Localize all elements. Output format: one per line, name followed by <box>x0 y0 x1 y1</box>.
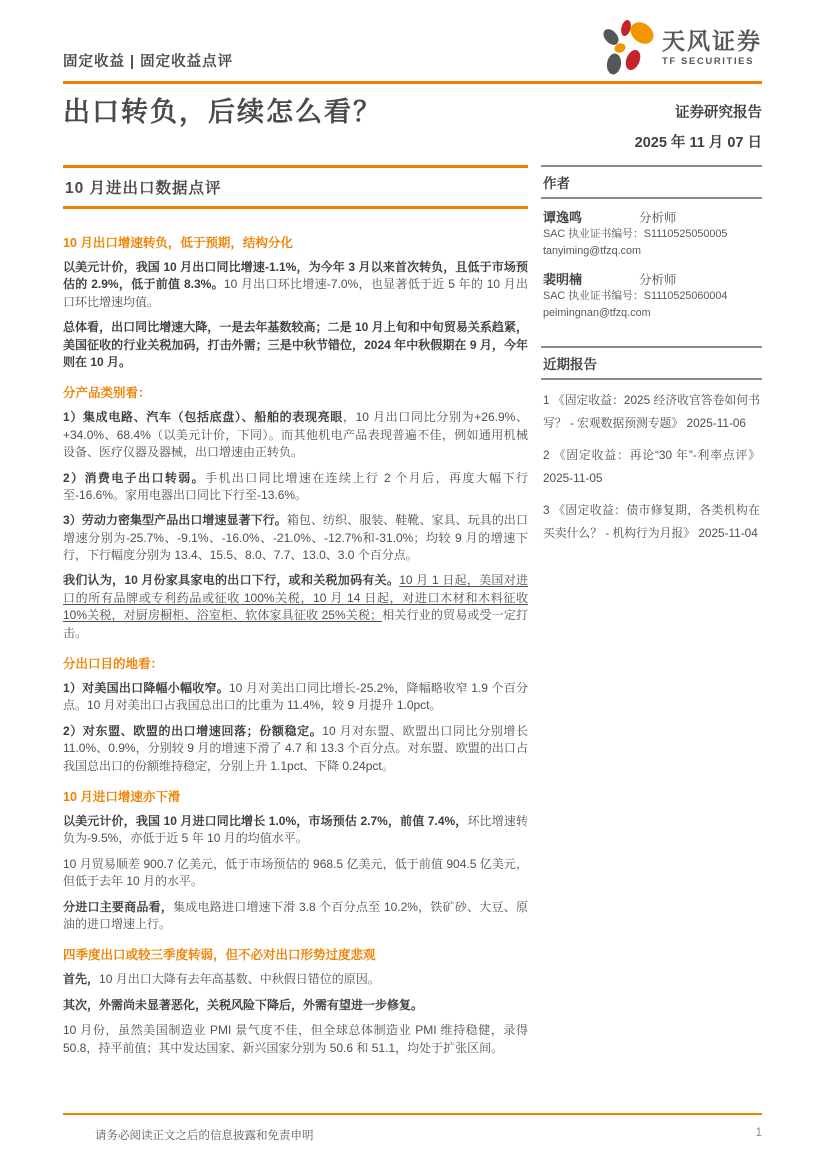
section-heading: 分出口目的地看： <box>63 657 164 672</box>
paragraph <box>63 971 528 988</box>
text-run: 3）劳动力密集型产品出口增速显著下行。 <box>63 513 287 528</box>
paragraph <box>63 899 528 934</box>
text-run: 2）对东盟、欧盟的出口增速回落；份额稳定。 <box>63 723 323 738</box>
author-email: peimingnan@tfzq.com <box>543 306 651 319</box>
tf-securities-logo <box>602 19 762 77</box>
text-run: 10 月 1 日起，美国对进口的所有品牌或专利药品或征收 100%关税，10 月 14 日起，对进口木材和木料征收 10%关税，对厨房橱柜、浴室柜、软体家具征收 25%关税； <box>63 573 528 623</box>
text-run: 其次，外需尚未显著恶化，关税风险下降后，外需有望进一步修复。 <box>63 997 424 1012</box>
report-category: 固定收益 | 固定收益点评 <box>63 54 234 70</box>
recent-reports-box <box>541 346 762 545</box>
text-run: 相关行业的贸易或受一定打击。 <box>63 608 528 640</box>
paragraph <box>63 856 528 891</box>
report-list-item: 2 《固定收益：再论“30 年”-利率点评》 2025-11-05 <box>543 448 760 486</box>
text-run: 手机出口同比增速在连续上行 2 个月后，再度大幅下行至-16.6%。家用电器出口同比下行至-13.6%。 <box>63 470 528 502</box>
paragraph <box>63 319 528 371</box>
page-title: 出口转负，后续怎么看？ <box>63 97 382 127</box>
paragraph <box>63 813 528 848</box>
author-sac-number: SAC 执业证书编号：S1110525060004 <box>543 289 728 302</box>
author-entry <box>543 207 760 261</box>
author-row <box>543 269 760 288</box>
text-run: 10 月出口环比增速-7.0%，也显著低于近 5 年的 10 月出口环比增速均值。 <box>63 277 529 309</box>
brand-name-cn: 天风证券 <box>662 28 762 55</box>
title-meta <box>635 96 762 152</box>
reports-heading: 近期报告 <box>541 346 762 380</box>
authors-heading: 作者 <box>541 165 762 199</box>
authors-list <box>541 207 762 322</box>
brand-text <box>662 29 762 66</box>
text-run: 10 月出口大降有去年高基数、中秋假日错位的原因。 <box>99 972 380 987</box>
article-body <box>63 209 528 1057</box>
text-run: 首先， <box>63 972 100 987</box>
section-heading: 10 月出口增速转负，低于预期，结构分化 <box>63 236 293 250</box>
section-heading: 四季度出口或较三季度转弱，但不必对出口形势过度悲观 <box>63 948 376 963</box>
text-run: ，10 月出口同比分别为+26.9%、+34.0%、68.4%（以美元计价，下同）。而其他机电产品表现普遍不佳，例如通用机械设备、医疗仪器及器械，出口增速由正转负。 <box>63 410 528 460</box>
paragraph <box>63 723 528 775</box>
text-run: 以美元计价，我国 10 月进口同比增长 1.0%，市场预估 2.7%，前值 7.4%， <box>63 813 468 828</box>
text-run: 以美元计价，我国 10 月出口同比增速-1.1%，为今年 3 月以来首次转负，且低于市场预估的 2.9%，低于前值 8.3%。 <box>63 260 528 292</box>
sidebar <box>541 165 762 545</box>
author-role: 分析师 <box>639 211 677 225</box>
paragraph <box>63 1022 528 1057</box>
text-run: 10 月对东盟、欧盟出口同比分别增长 11.0%、0.9%，分别较 9 月的增速下滑了 4.7 和 13.3 个百分点。对东盟、欧盟的出口占我国总出口的份额维持稳定，分别上升 1.1pct、下降 0.24pct。 <box>63 723 528 773</box>
text-run: 分进口主要商品看， <box>63 899 174 914</box>
section-heading: 分产品类别看： <box>63 386 151 401</box>
author-row <box>543 207 760 226</box>
report-list-item: 3 《固定收益：债市修复期，各类机构在买卖什么？ - 机构行为月报》 2025-11-04 <box>543 503 760 541</box>
page-number: 1 <box>755 1127 762 1139</box>
author-entry <box>543 269 760 323</box>
paragraph <box>63 470 528 505</box>
text-run: 箱包、纺织、服装、鞋靴、家具、玩具的出口增速分别为-25.7%、-9.1%、-16.0%、-21.0%、-12.7%和-31.0%；均较 9 月的增速下行，下行幅度分别为 13.4、15.5、8.0、7.7、13.0、3.0 个百分点。 <box>63 513 528 563</box>
text-run: 1）对美国出口降幅小幅收窄。 <box>63 681 229 696</box>
section-heading: 10 月进口增速亦下滑 <box>63 789 181 804</box>
paragraph <box>63 409 528 461</box>
report-list-item: 1 《固定收益：2025 经济收官答卷如何书写？ - 宏观数据预测专题》 2025-11-06 <box>543 393 760 431</box>
text-run: 1）集成电路、汽车（包括底盘）、船舶的表现亮眼 <box>63 410 343 425</box>
paragraph <box>63 512 528 564</box>
text-run: 10 月贸易顺差 900.7 亿美元，低于市场预估的 968.5 亿美元，低于前值 904.5 亿美元，但低于去年 10 月的水平。 <box>63 856 528 889</box>
two-column-layout <box>63 165 762 1065</box>
paragraph <box>63 259 528 311</box>
paragraph <box>63 572 528 642</box>
text-run: 环比增速转负为-9.5%，亦低于近 5 年 10 月的均值水平。 <box>63 813 528 846</box>
page-header <box>63 0 762 84</box>
text-run: 10 月对美出口同比增长-25.2%，降幅略收窄 1.9 个百分点。10 月对美出口占我国总出口的比重为 11.4%，较 9 月提升 1.0pct。 <box>63 681 528 713</box>
title-row <box>63 96 762 152</box>
author-role: 分析师 <box>639 272 677 287</box>
text-run: 2）消费电子出口转弱。 <box>63 470 206 485</box>
logo-petals-icon <box>602 19 654 77</box>
paragraph <box>63 997 528 1014</box>
text-run: 10 月份，虽然美国制造业 PMI 景气度不佳，但全球总体制造业 PMI 维持稳健，录得 50.8，持平前值；其中发达国家、新兴国家分别为 50.6 和 51.1，均处于扩张区间。 <box>63 1023 528 1055</box>
report-type-label: 证券研究报告 <box>675 105 762 121</box>
text-run: 总体看，出口同比增速大降，一是去年基数较高；二是 10 月上旬和中旬贸易关系趋紧，美国征收的行业关税加码，打击外需；三是中秋节错位，2024 年中秋假期在 9 月，今年则在 10 月。 <box>63 320 528 369</box>
brand-name-en: TF SECURITIES <box>662 55 755 67</box>
report-subtitle: 10 月进出口数据点评 <box>63 165 528 209</box>
text-run: 集成电路进口增速下滑 3.8 个百分点至 10.2%，铁矿砂、大豆、原油的进口增速上行。 <box>63 899 528 931</box>
reports-list <box>541 389 762 545</box>
disclaimer-text: 请务必阅读正文之后的信息披露和免责申明 <box>95 1130 314 1142</box>
main-column <box>63 165 528 1065</box>
text-run: 我们认为，10 月份家具家电的出口下行，或和关税加码有关。 <box>63 573 400 588</box>
report-date: 2025 年 11 月 07 日 <box>634 135 762 151</box>
author-name: 谭逸鸣 <box>543 210 583 225</box>
paragraph <box>63 680 528 715</box>
author-sac-number: SAC 执业证书编号：S1110525050005 <box>543 228 728 240</box>
author-email: tanyiming@tfzq.com <box>543 245 641 258</box>
page-footer <box>63 1113 762 1143</box>
author-name: 裴明楠 <box>543 271 583 287</box>
